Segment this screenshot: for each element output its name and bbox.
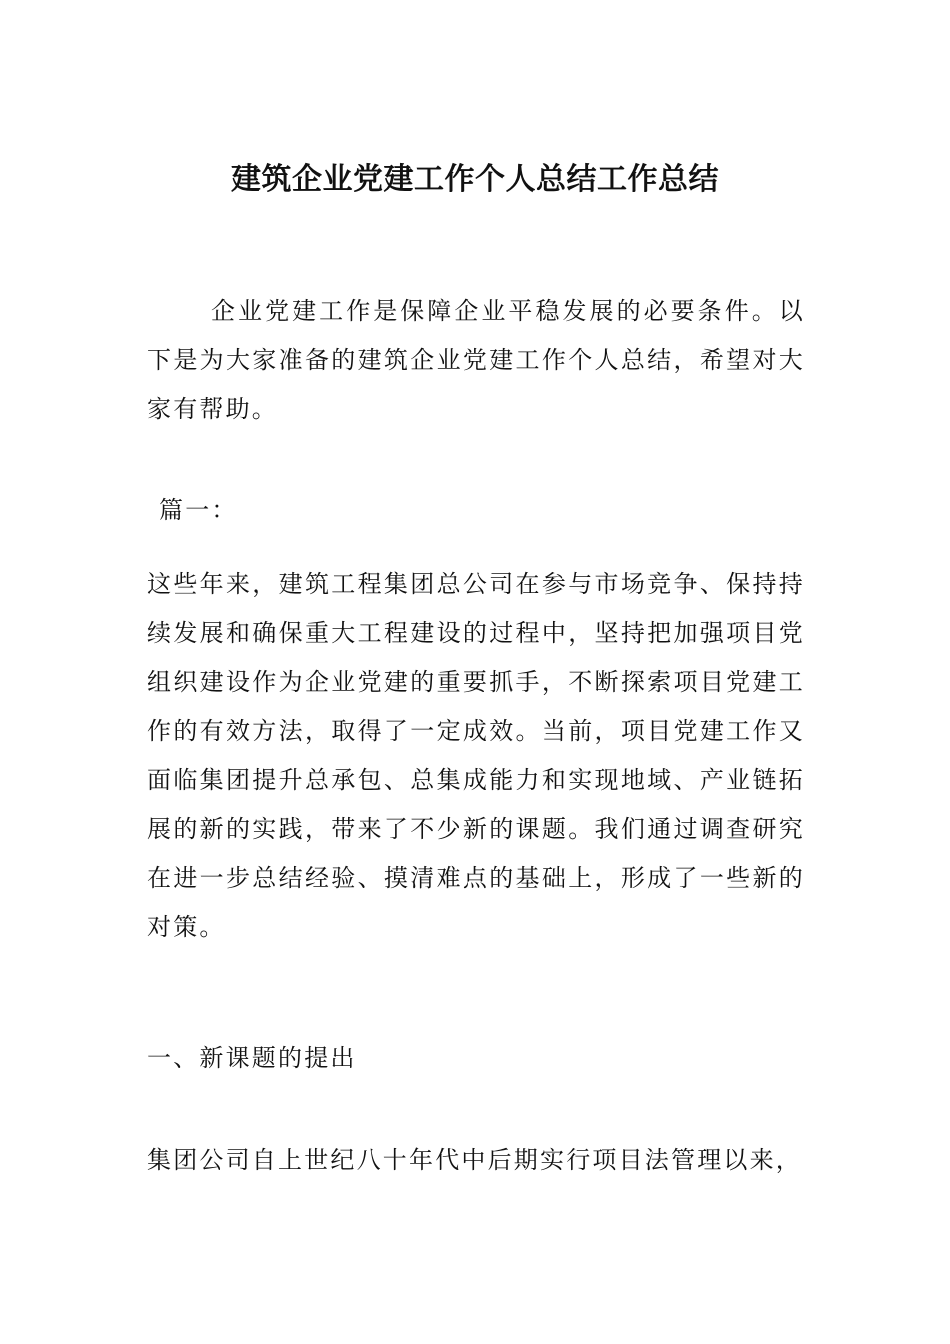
- intro-paragraph: 企业党建工作是保障企业平稳发展的必要条件。以下是为大家准备的建筑企业党建工作个人总结，希望对大家有帮助。: [147, 297, 805, 423]
- section-heading-1: 一、新课题的提出: [147, 1044, 357, 1072]
- chapter-label: 篇一：: [159, 496, 238, 524]
- body-paragraph-2: 集团公司自上世纪八十年代中后期实行项目法管理以来，: [147, 1146, 802, 1174]
- document-title: 建筑企业党建工作个人总结工作总结: [231, 162, 719, 197]
- body-paragraph-1: 这些年来，建筑工程集团总公司在参与市场竞争、保持持续发展和确保重大工程建设的过程中，坚持把加强项目党组织建设作为企业党建的重要抓手，不断探索项目党建工作的有效方法，取得了一定成效。当前，项目党建工作又面临集团提升总承包、总集成能力和实现地域、产业链拓展的新的实践，带来了不少新的课题。我们通过调查研究在进一步总结经验、摸清难点的基础上，形成了一些新的对策。: [147, 570, 805, 941]
